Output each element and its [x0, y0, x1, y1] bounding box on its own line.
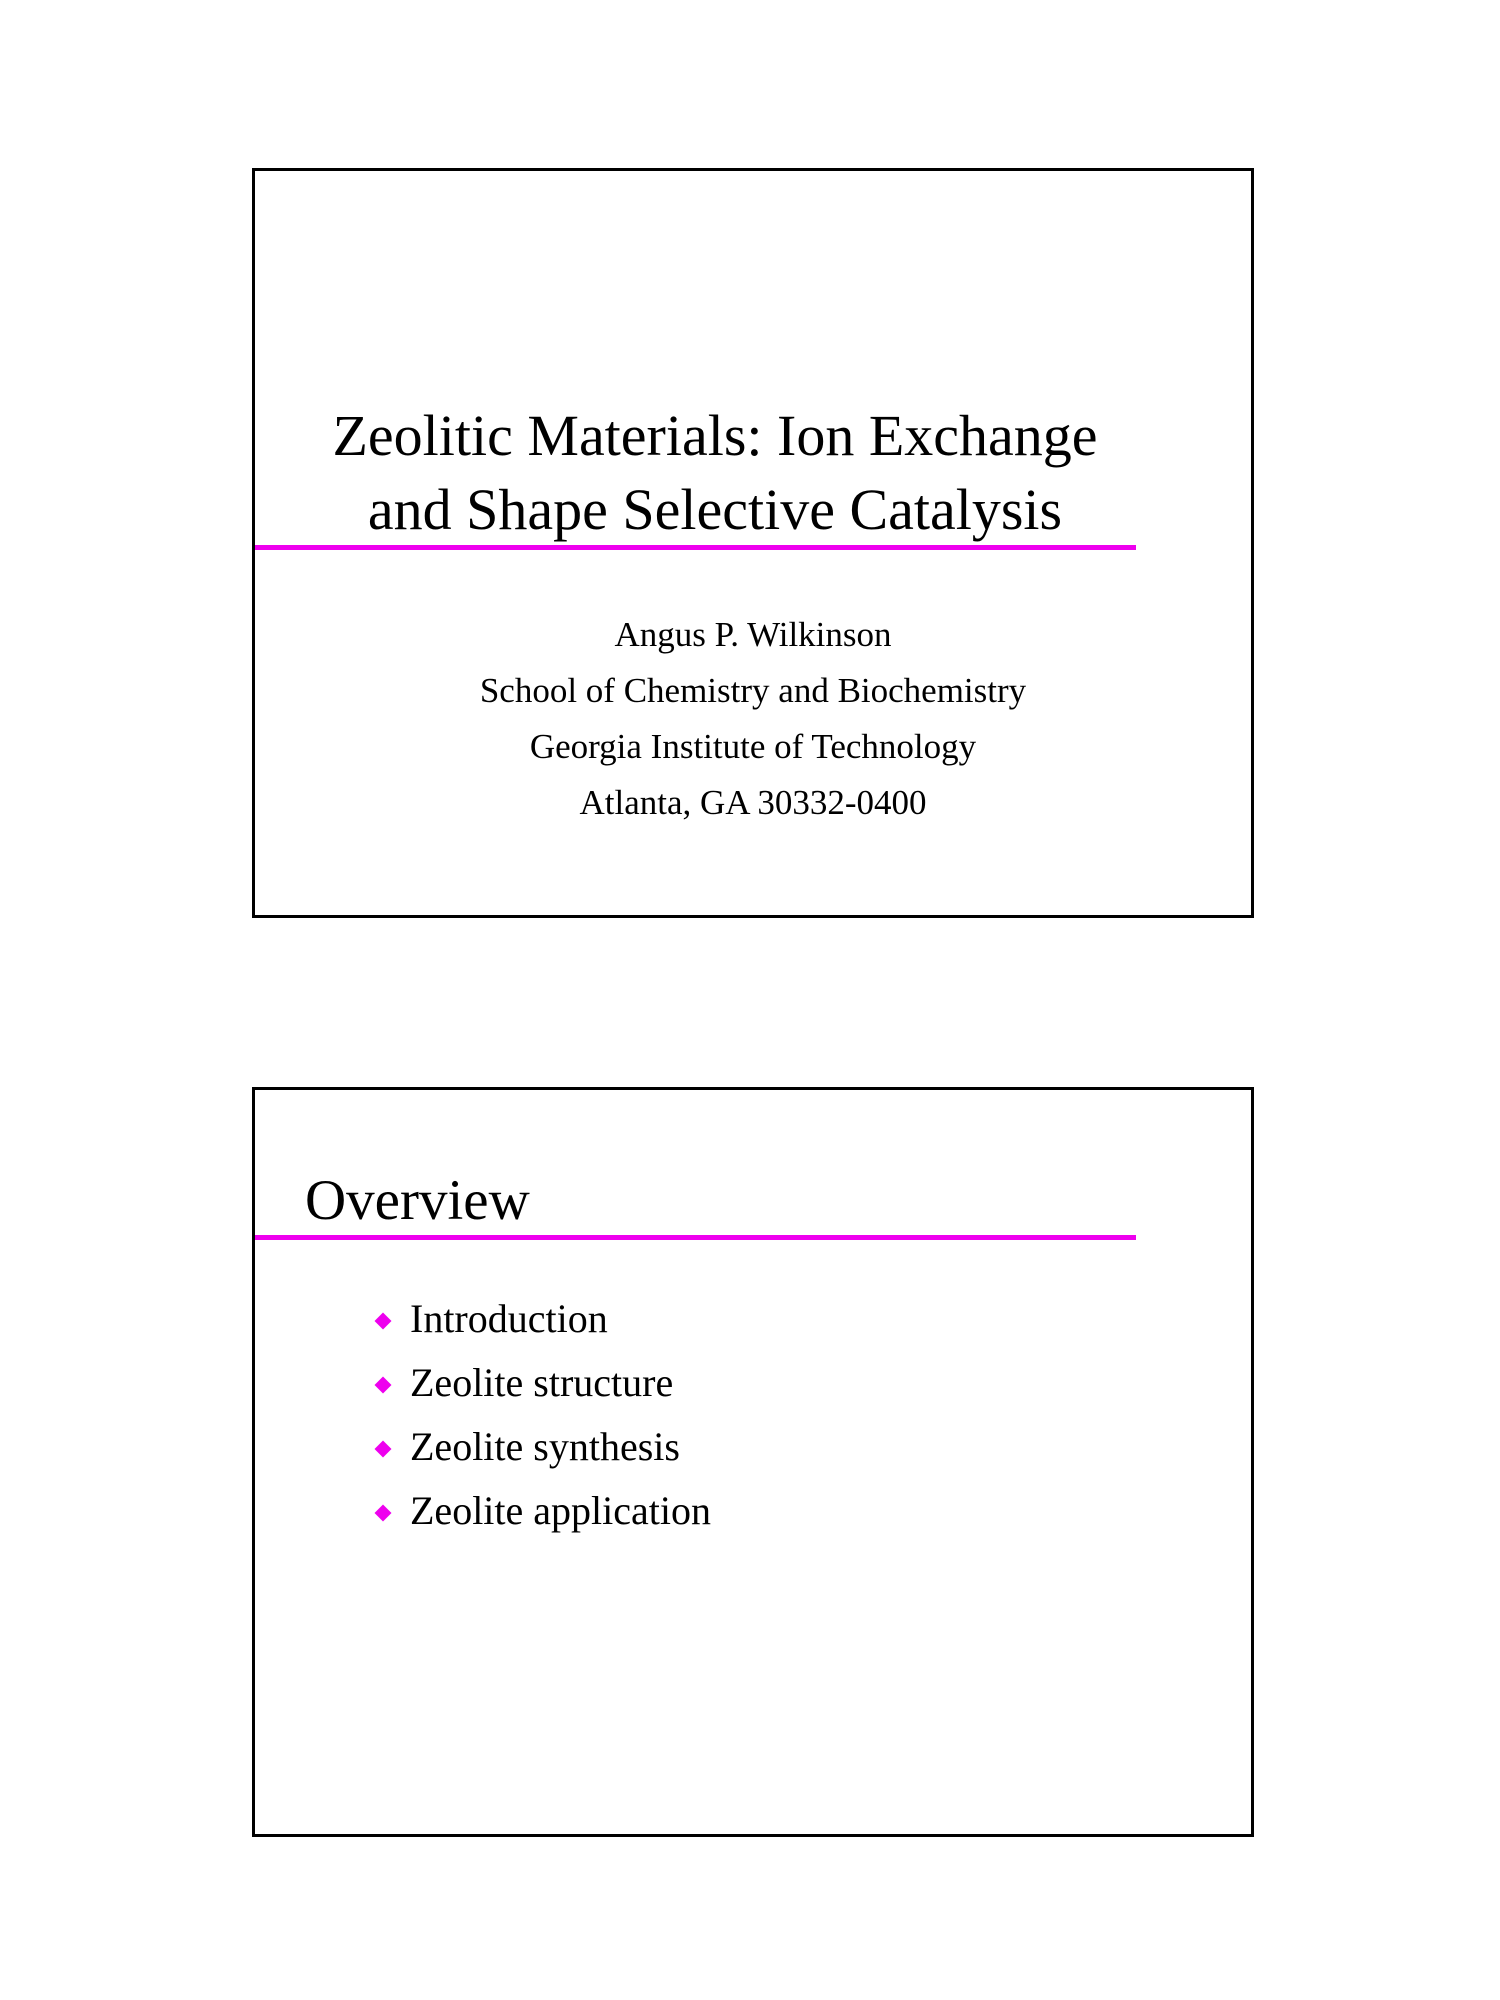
- list-item: [375, 1415, 711, 1479]
- list-item-text: Introduction: [410, 1296, 608, 1341]
- affiliation-line: Georgia Institute of Technology: [529, 727, 977, 766]
- author-block: [255, 607, 1251, 831]
- diamond-bullet-icon: [375, 1505, 392, 1522]
- diamond-bullet-icon: [375, 1313, 392, 1330]
- author-name: Angus P. Wilkinson: [614, 615, 892, 654]
- diamond-bullet-icon: [375, 1441, 392, 1458]
- slide-title: [255, 399, 1175, 547]
- affiliation-line: Atlanta, GA 30332-0400: [579, 783, 927, 822]
- overview-slide: [252, 1087, 1254, 1837]
- bullet-list: [375, 1287, 711, 1543]
- list-item: [375, 1479, 711, 1543]
- list-item: [375, 1351, 711, 1415]
- diamond-bullet-icon: [375, 1377, 392, 1394]
- list-item-text: Zeolite structure: [410, 1360, 674, 1405]
- list-item-text: Zeolite synthesis: [410, 1424, 680, 1469]
- title-slide: [252, 168, 1254, 918]
- title-line: and Shape Selective Catalysis: [367, 477, 1063, 542]
- list-item: [375, 1287, 711, 1351]
- affiliation-line: School of Chemistry and Biochemistry: [479, 671, 1027, 710]
- title-underline: [255, 545, 1136, 550]
- title-underline: [255, 1235, 1136, 1240]
- list-item-text: Zeolite application: [410, 1488, 711, 1533]
- slide-title: Overview: [305, 1169, 530, 1232]
- title-line: Zeolitic Materials: Ion Exchange: [332, 403, 1098, 468]
